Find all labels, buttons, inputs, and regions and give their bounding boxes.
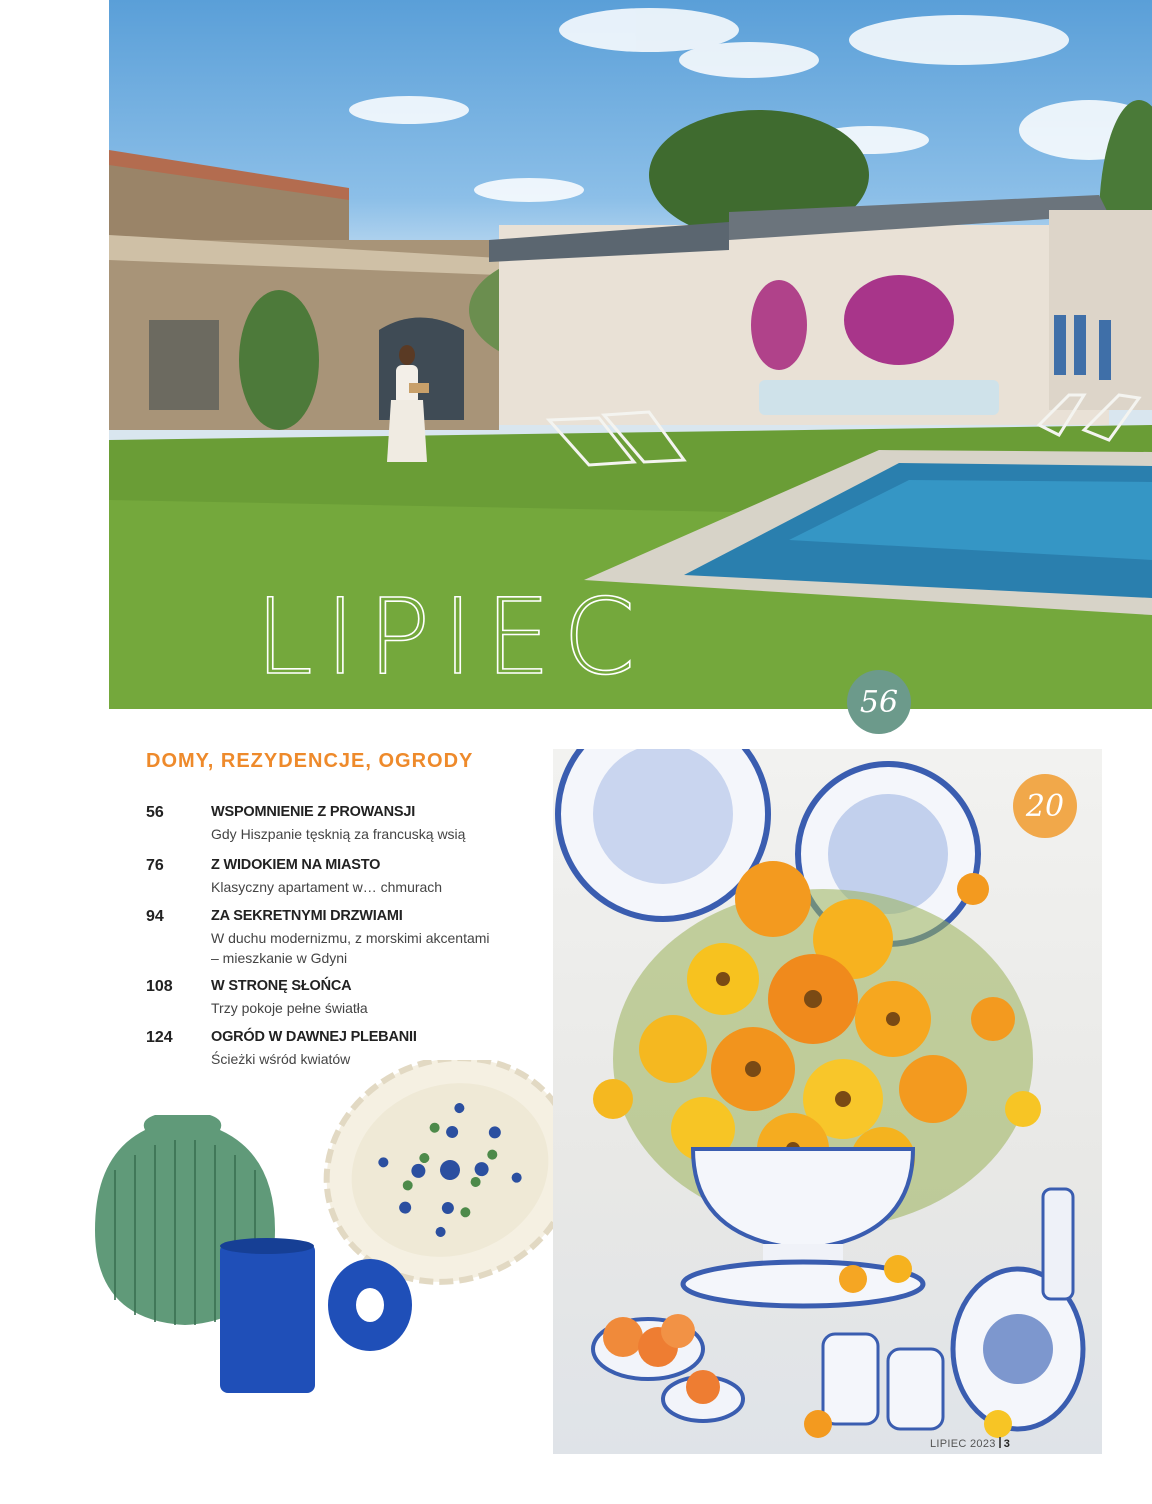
section-heading: DOMY, REZYDENCJE, OGRODY <box>146 750 474 772</box>
toc-title: WSPOMNIENIE Z PROWANSJI <box>211 804 416 820</box>
page-footer <box>930 1437 1010 1450</box>
flowers-illustration <box>553 749 1102 1454</box>
toc-title: OGRÓD W DAWNEJ PLEBANII <box>211 1029 417 1045</box>
page-badge-56[interactable]: 56 <box>847 670 911 734</box>
toc-title: ZA SEKRETNYMI DRZWIAMI <box>211 908 403 924</box>
toc-subtitle: Trzy pokoje pełne światła <box>211 1000 368 1016</box>
footer-separator <box>999 1437 1001 1448</box>
toc-subtitle: W duchu modernizmu, z morskimi akcentami – mieszkanie w Gdyni <box>211 930 490 966</box>
toc-subtitle: Ścieżki wśród kwiatów <box>211 1051 351 1067</box>
toc-subtitle: Klasyczny apartament w… chmurach <box>211 879 443 895</box>
product-cutouts <box>90 1060 590 1420</box>
toc-page-number: 94 <box>146 908 164 925</box>
footer-issue: LIPIEC 2023 <box>930 1438 996 1450</box>
toc-page-number: 124 <box>146 1029 173 1046</box>
flowers-photo <box>553 749 1102 1454</box>
footer-page-number: 3 <box>1003 1438 1011 1450</box>
hero-month-title: LIPIEC <box>255 576 648 698</box>
toc-page-number: 56 <box>146 804 164 821</box>
toc-subtitle: Gdy Hiszpanie tęsknią za francuską wsią <box>211 826 466 842</box>
toc-title: Z WIDOKIEM NA MIASTO <box>211 857 381 873</box>
toc-title: W STRONĘ SŁOŃCA <box>211 978 352 994</box>
hero-photo <box>109 0 1152 709</box>
toc-page-number: 108 <box>146 978 173 995</box>
ceramics-illustration <box>90 1060 590 1420</box>
page-badge-20[interactable]: 20 <box>1013 774 1077 838</box>
toc-page-number: 76 <box>146 857 164 874</box>
